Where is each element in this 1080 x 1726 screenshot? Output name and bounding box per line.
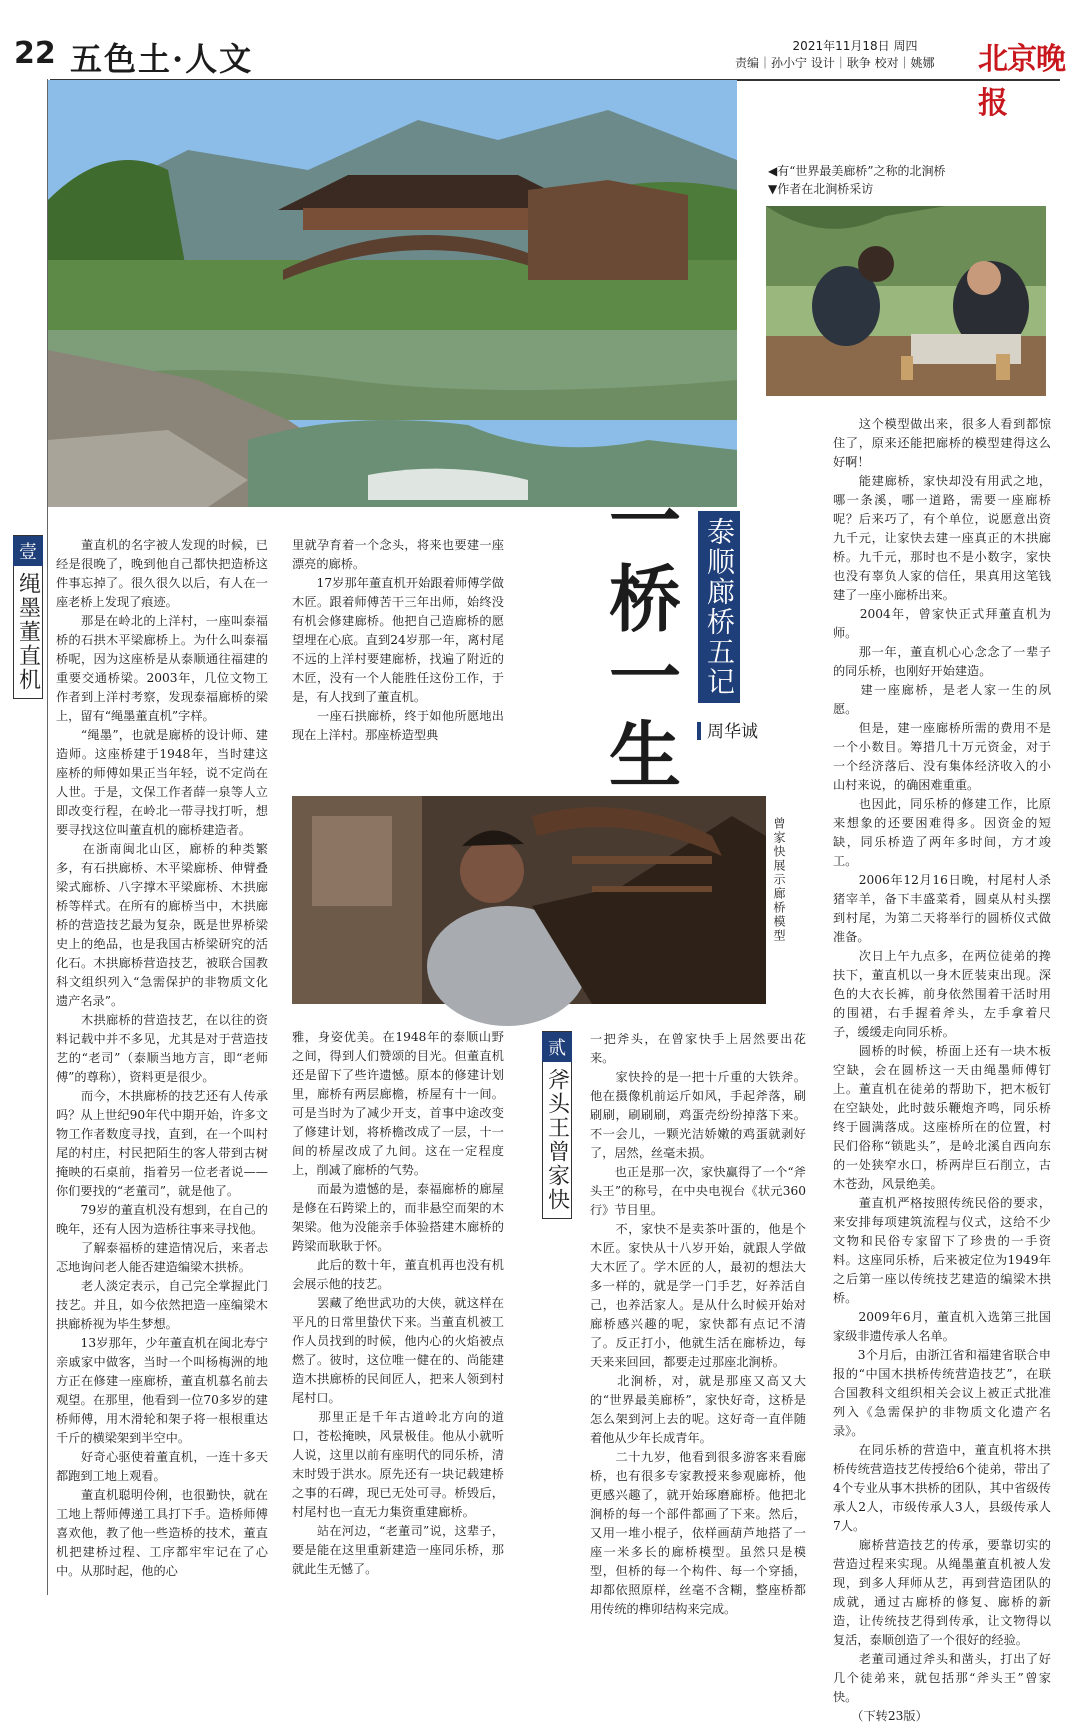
- article-column-3: 一把斧头，在曾家快手上居然要出花来。 家快拎的是一把十斤重的大铁斧。他在摄像机前运斤如风，手起斧落，刷刷刷，刷刷刷，鸡蛋壳纷纷掉落下来。不一会儿，一颗光洁娇嫩的鸡蛋就剥好了，居然，丝毫未损。 也正是那一次，家快赢得了一个“斧头王”的称号，在中央电视台《状元360行》节目里。 不，家快不是卖茶叶蛋的，他是个木匠。家快从十八岁开始，就跟人学做大木匠了。学木匠的人，最初的想法大多一样的，就是学一门手艺，好养活自己，也养活家人。是从什么时候开始对廊桥感兴趣的呢，家快都有点记不清了。反正打小，他就生活在廊桥边，每天来来回回，都要走过那座北涧桥。 北涧桥，对，就是那座又高又大的“世界最美廊桥”，家快好奇，这桥是怎么架到河上去的呢。这好奇一直伴随着他从少年长成青年。 二十九岁，他看到很多游客来看廊桥，也有很多专家教授来参观廊桥，他更感兴趣了，就开始琢磨廊桥。他把北涧桥的每一个部件都画了下来。然后，又用一堆小棍子，依样画葫芦地搭了一座一米多长的廊桥模型。虽然只是模型，但桥的每一个构件、每一个穿插，却都依照原样，丝毫不含糊，整座桥都用传统的榫卯结构来完成。: [590, 1032, 806, 1616]
- interview-photo: [766, 206, 1046, 396]
- chapter-one-label: [13, 535, 43, 699]
- article-column-4: 这个模型做出来，很多人看到都惊住了，原来还能把廊桥的模型建得这么好啊！ 能建廊桥，家快却没有用武之地，哪一条溪，哪一道路，需要一座廊桥呢？后来巧了，有个单位，说愿意出资九千元，让家快去建一座真正的木拱廊桥。九千元，那时也不是小数字，家快也没有辜负人家的信任，果真用这笔钱建了一座小廊桥出来。 2004年，曾家快正式拜董直机为师。 那一年，董直机心心念念了一辈子的同乐桥，也刚好开始建造。 建一座廊桥，是老人家一生的夙愿。 但是，建一座廊桥所需的费用不是一个小数目。筹措几十万元资金，对于一个经济落后、没有集体经济收入的小山村来说，的确困难重重。 也因此，同乐桥的修建工作，比原来想象的还要困难得多。因资金的短缺，同乐桥造了两年多时间，方才竣工。 2006年12月16日晚，村尾村人杀猪宰羊，备下丰盛菜肴，圆桌从村头摆到村尾，为第二天将举行的圆桥仪式做准备。 次日上午九点多，在两位徒弟的搀扶下，董直机以一身木匠装束出现。深色的大衣长裤，前身依然围着干活时用的围裙，右手握着斧头，左手拿着尺子，缓缓走向同乐桥。 圆桥的时候，桥面上还有一块木板空缺，会在圆桥这一天由绳墨师傅钉上。董直机在徒弟的帮助下，把木板钉在空缺处，此时鼓乐鞭炮齐鸣，同乐桥终于圆满落成。这座桥所在的位置，村民们俗称“锁匙头”，是岭北溪自西向东的一处狭窄水口，桥两岸巨石削立，古木苍劲，风景绝美。 董直机严格按照传统民俗的要求，来安排每项建筑流程与仪式，这给不少文物和民俗专家留下了珍贵的一手资料。这座同乐桥，后来被定位为1949年之后第一座以传统技艺建造的编梁木拱桥。 2009年6月，董直机入选第三批国家级非遗传承人名单。 3个月后，由浙江省和福建省联合申报的“中国木拱桥传统营造技艺”，在联合国教科文组织相关会议上被正式批准列入《急需保护的非物质文化遗产名录》。 在同乐桥的营造中，董直机将木拱桥传统营造技艺传授给6个徒弟，带出了4个专业从事木拱桥的团队，其中省级传承人2人，市级传承人3人，县级传承人7人。 廊桥营造技艺的传承，要靠切实的营造过程来实现。从绳墨董直机被人发现，到多人拜师从艺，再到营造团队的成就，通过古廊桥的修复、廊桥的新造，让传统技艺得到传承，让文物得以复活，泰顺创造了一个很好的经验。 老董司通过斧头和凿头，打出了好几个徒弟来，就包括那“斧头王”曾家快。 （下转23版）: [833, 417, 1051, 1723]
- article-column-2-bottom: 雅，身姿优美。在1948年的泰顺山野之间，得到人们赞颂的目光。但董直机还是留下了些许遗憾。原本的修建计划里，廊桥有两层廊檐，桥屋有十一间。可是当时为了减少开支，首事中途改变了修建计划，将桥檐改成了一层，十一间的桥屋改成了九间。这在一定程度上，削减了廊桥的气势。 而最为遗憾的是，泰福廊桥的廊屋是修在石跨梁上的，而非悬空而架的木架梁。他为没能亲手体验搭建木廊桥的跨梁而耿耿于怀。 此后的数十年，董直机再也没有机会展示他的技艺。 罢藏了绝世武功的大侠，就这样在平凡的日常里蛰伏下来。当董直机被工作人员找到的时候，他内心的火焰被点燃了。彼时，这位唯一健在的、尚能建造木拱廊桥的民间匠人，把来人领到村尾村口。 那里正是千年古道岭北方向的道口，苍松掩映，风景极佳。他从小就听人说，这里以前有座明代的同乐桥，清末时毁于洪水。原先还有一块记载建桥之事的石碑，现已无处可寻。桥毁后，村尾村也一直无力集资重建廊桥。 站在河边，“老董司”说，这辈子，要是能在这里重新建造一座同乐桥，那就此生无憾了。: [292, 1030, 504, 1576]
- article-column-1: 董直机的名字被人发现的时候，已经是很晚了，晚到他自己都快把造桥这件事忘掉了。很久很久以后，有人在一座老桥上发现了痕迹。 那是在岭北的上洋村，一座叫泰福桥的石拱木平梁廊桥上。为什么叫泰福桥呢，因为这座桥是从泰顺通往福建的重要交通桥梁。2003年，几位文物工作者到上洋村考察，发现泰福廊桥的梁上，留有“绳墨董直机”字样。 “绳墨”，也就是廊桥的设计师、建造师。这座桥建于1948年，当时建这座桥的师傅如果正当年轻，说不定尚在人世。于是，文保工作者薛一泉等人立即改变行程，在岭北一带寻找打听，想要寻找这位叫董直机的廊桥建造者。 在浙南闽北山区，廊桥的种类繁多，有石拱廊桥、木平梁廊桥、伸臂叠梁式廊桥、八字撑木平梁廊桥、木拱廊桥等样式。在所有的廊桥当中，木拱廊桥的营造技艺最为复杂，既是世界桥梁史上的绝品，也是我国古桥梁研究的活化石。木拱廊桥营造技艺，被联合国教科文组织列入“急需保护的非物质文化遗产名录”。 木拱廊桥的营造技艺，在以往的资料记载中并不多见，尤其是对于营造技艺的“老司”（泰顺当地方言，即“老师傅”的尊称），资料更是很少。 而今，木拱廊桥的技艺还有人传承吗？从上世纪90年代中期开始，许多文物工作者数度寻找，直到，在一个叫村尾的村庄，村民把陌生的客人带到古树掩映的石桌前，指着另一位老者说——你们要找的“老董司”，就是他了。 79岁的董直机没有想到，在自己的晚年，还有人因为造桥往事来寻找他。 了解泰福桥的建造情况后，来者忐忑地询问老人能否建造编梁木拱桥。 老人淡定表示，自己完全掌握此门技艺。并且，如今依然把造一座编梁木拱廊桥视为毕生梦想。 13岁那年，少年董直机在闽北寿宁亲戚家中做客，当时一个叫杨梅洲的地方正在修建一座廊桥，董直机慕名前去观望。在那里，他看到一位70多岁的建桥师傅，用木滑轮和架子将一根根重达千斤的横梁架到半空中。 好奇心驱使着董直机，一连十多天都跑到工地上观看。 董直机聪明伶俐，也很勤快，就在工地上帮师傅递工具打下手。造桥师傅喜欢他，教了他一些造桥的技术，董直机把建桥过程、工序都牢牢记在了心中。从那时起，他的心: [56, 538, 268, 1578]
- author-byline: [697, 717, 758, 742]
- section-title: 五色土·人文: [70, 40, 254, 78]
- issue-date: 2021年11月18日 周四: [792, 39, 918, 53]
- byline-bar: [697, 722, 701, 740]
- photo-captions: [768, 162, 1038, 198]
- chapter-title: 斧头王曾家快: [544, 1068, 570, 1212]
- chapter-number: 壹: [13, 536, 43, 566]
- newspaper-logo: 北京晚报: [978, 42, 1065, 121]
- bridge-caption: ◀有“世界最美廊桥”之称的北涧桥: [768, 164, 946, 178]
- author-name: 周华诚: [707, 722, 758, 742]
- chapter-number: 贰: [542, 1032, 572, 1062]
- article-subtitle: 泰顺廊桥五记: [698, 511, 740, 703]
- chapter-two-label: [542, 1031, 572, 1219]
- editor-credits: 责编｜孙小宁 设计｜耿争 校对｜姚娜: [735, 56, 935, 70]
- bridge-photo: [48, 80, 737, 507]
- model-photo: [292, 796, 766, 1004]
- chapter-title: 绳墨董直机: [15, 572, 41, 692]
- header-meta: [735, 38, 975, 72]
- model-caption: 曾家快展示廊桥模型: [772, 817, 786, 943]
- article-title: 一桥一生: [597, 483, 682, 795]
- article-column-2-top: 里就孕育着一个念头，将来也要建一座漂亮的廊桥。 17岁那年董直机开始跟着师傅学做木匠。跟着师傅苦干三年出师，始终没有机会修建廊桥。他把自己造廊桥的愿望埋在心底。直到24岁那一年，离村尾不远的上洋村要建廊桥，找遍了附近的木匠，没有一个人能胜任这份工作，于是，有人找到了董直机。 一座石拱廊桥，终于如他所愿地出现在上洋村。那座桥造型典: [292, 538, 504, 742]
- page-number: 22: [14, 36, 56, 71]
- interview-caption: ▼作者在北涧桥采访: [768, 182, 874, 196]
